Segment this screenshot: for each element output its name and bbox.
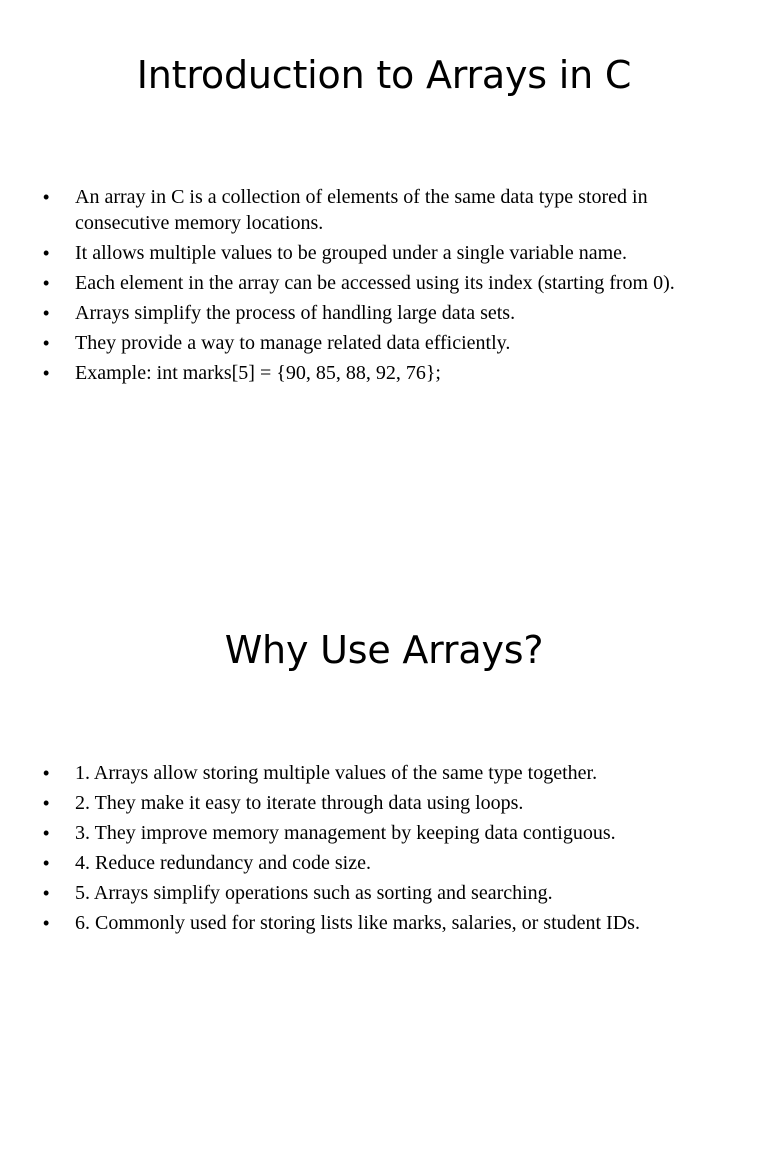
list-item: [40, 850, 730, 876]
list-item-text: Each element in the array can be accessed using its index (starting from 0).: [75, 272, 675, 294]
bullet-dot-icon: •: [43, 243, 50, 263]
list-item: [40, 184, 730, 236]
list-item-text: They provide a way to manage related data efficiently.: [75, 332, 511, 354]
list-item-text: 2. They make it easy to iterate through data using loops.: [75, 792, 524, 814]
bullet-dot-icon: •: [43, 913, 50, 933]
list-item-text: Example: int marks[5] = {90, 85, 88, 92, 76};: [75, 362, 441, 384]
list-item: [40, 330, 730, 356]
list-item: [40, 910, 730, 936]
list-item: [40, 880, 730, 906]
bullet-dot-icon: •: [43, 763, 50, 783]
list-item-text: 6. Commonly used for storing lists like marks, salaries, or student IDs.: [75, 912, 640, 934]
list-item: [40, 760, 730, 786]
list-item-text: Arrays simplify the process of handling large data sets.: [75, 302, 516, 324]
bullet-dot-icon: •: [43, 883, 50, 903]
bullet-dot-icon: •: [43, 853, 50, 873]
list-item-text: 1. Arrays allow storing multiple values of the same type together.: [75, 762, 598, 784]
list-item: [40, 790, 730, 816]
list-item-text: It allows multiple values to be grouped under a single variable name.: [75, 242, 628, 264]
bullet-dot-icon: •: [43, 273, 50, 293]
list-item-text: 5. Arrays simplify operations such as sorting and searching.: [75, 882, 553, 904]
list-item-text: An array in C is a collection of elements of the same data type stored in consecutive memory locations.: [75, 186, 648, 234]
bullet-dot-icon: •: [43, 363, 50, 383]
bullet-dot-icon: •: [43, 187, 50, 207]
list-item-text: 4. Reduce redundancy and code size.: [75, 852, 371, 874]
list-item-text: 3. They improve memory management by keeping data contiguous.: [75, 822, 616, 844]
list-item: [40, 820, 730, 846]
bullet-dot-icon: •: [43, 303, 50, 323]
bullet-dot-icon: •: [43, 333, 50, 353]
slide-title: Why Use Arrays?: [224, 628, 544, 672]
bullet-dot-icon: •: [43, 793, 50, 813]
slide-why-use-arrays: [0, 576, 768, 1152]
list-item: [40, 270, 730, 296]
bullet-list: [40, 760, 730, 940]
bullet-list: [40, 184, 730, 390]
list-item: [40, 360, 730, 386]
list-item: [40, 300, 730, 326]
list-item: [40, 240, 730, 266]
bullet-dot-icon: •: [43, 823, 50, 843]
slide-title: Introduction to Arrays in C: [136, 53, 632, 97]
